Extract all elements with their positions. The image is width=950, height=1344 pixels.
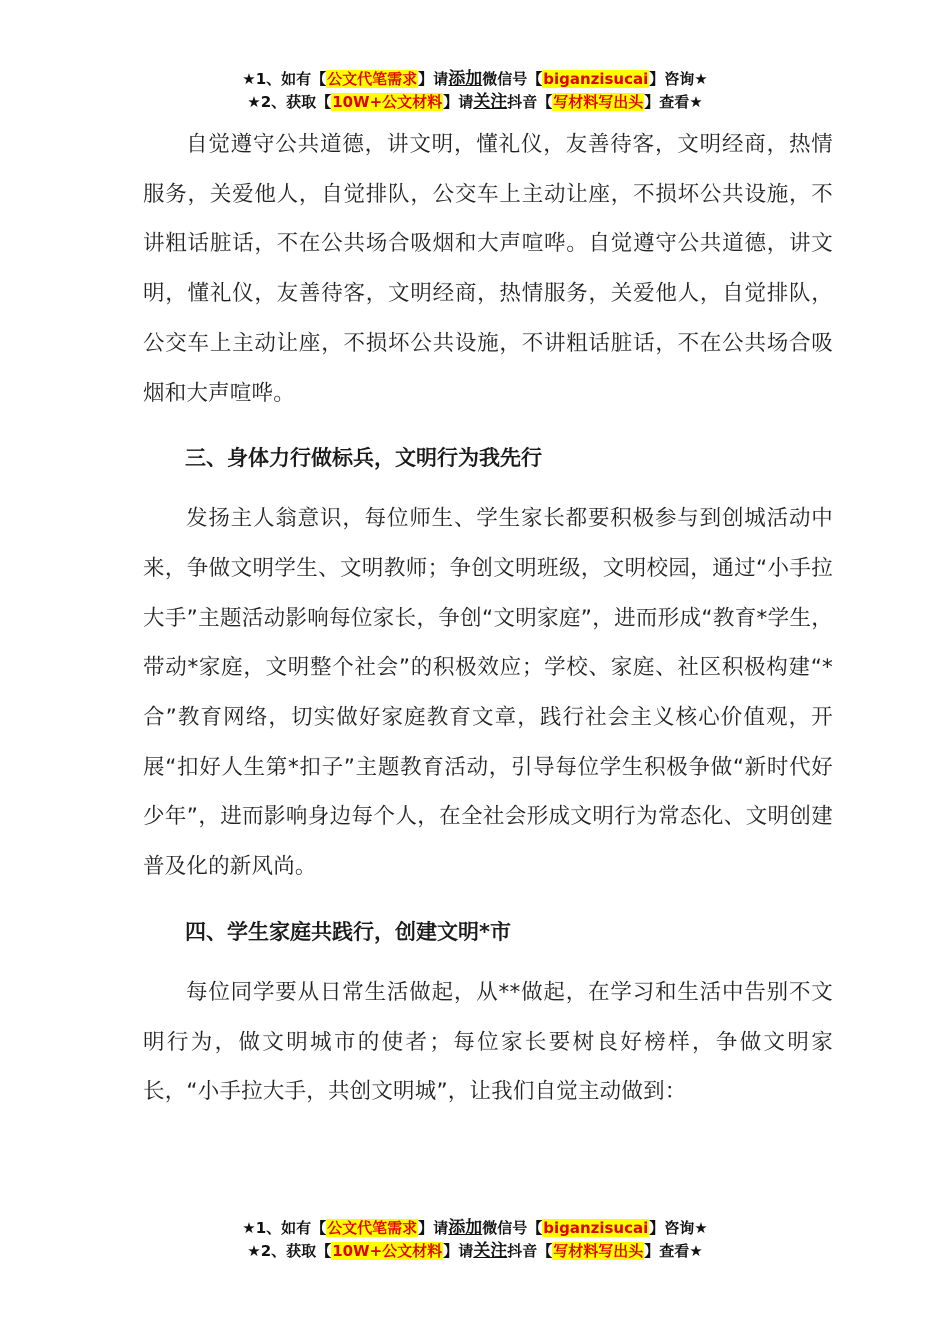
highlight-douyin-account: 写材料写出头 — [553, 93, 644, 111]
highlight-materials: 10W+公文材料 — [332, 1242, 443, 1260]
paragraph-civilized-behavior: 发扬主人翁意识，每位师生、学生家长都要积极参与到创城活动中来，争做文明学生、文明教师；争创文明班级，文明校园，通过“小手拉大手”主题活动影响每位家长，争创“文明家庭”，进而形成“教育*学生，带动*家庭，文明整个社会”的积极效应；学校、家庭、社区积极构建“*合”教育网络，切实做好家庭教育文章，践行社会主义核心价值观，开展“扣好人生第*扣子”主题教育活动，引导每位学生积极争做“新时代好少年”，进而影响身边每个人，在全社会形成文明行为常态化、文明创建普及化的新风尚。 — [143, 506, 833, 880]
footer-banner — [0, 1217, 950, 1263]
banner-line-1: ★1、如有【公文代笔需求】请添加微信号【biganzisucai】咨询★ — [242, 1218, 708, 1238]
paragraph-family-practice: 每位同学要从日常生活做起，从**做起，在学习和生活中告别不文明行为，做文明城市的使者；每位家长要树良好榜样，争做文明家长，“小手拉大手，共创文明城”，让我们自觉主动做到： — [143, 979, 833, 1105]
section-heading-4: 四、学生家庭共践行，创建文明*市 — [185, 919, 511, 944]
highlight-materials: 10W+公文材料 — [332, 93, 443, 111]
paragraph-public-morality: 自觉遵守公共道德，讲文明，懂礼仪，友善待客，文明经商，热情服务，关爱他人，自觉排队，公交车上主动让座，不损坏公共设施，不讲粗话脏话，不在公共场合吸烟和大声喧哗。自觉遵守公共道德，讲文明，懂礼仪，友善待客，文明经商，热情服务，关爱他人，自觉排队，公交车上主动让座，不损坏公共设施，不讲粗话脏话，不在公共场合吸烟和大声喧哗。 — [143, 132, 833, 406]
highlight-wechat-id: biganzisucai — [543, 1219, 649, 1237]
banner-line-2: ★2、获取【10W+公文材料】请关注抖音【写材料写出头】查看★ — [247, 92, 703, 112]
header-banner — [0, 68, 950, 114]
section-heading-3: 三、身体力行做标兵，文明行为我先行 — [185, 446, 542, 471]
highlight-douyin-account: 写材料写出头 — [553, 1242, 644, 1260]
highlight-wechat-id: biganzisucai — [543, 70, 649, 88]
banner-line-1: ★1、如有【公文代笔需求】请添加微信号【biganzisucai】咨询★ — [242, 69, 708, 89]
highlight-service: 公文代笔需求 — [327, 70, 418, 88]
banner-line-2: ★2、获取【10W+公文材料】请关注抖音【写材料写出头】查看★ — [247, 1241, 703, 1261]
document-body — [143, 120, 833, 1117]
highlight-service: 公文代笔需求 — [327, 1219, 418, 1237]
